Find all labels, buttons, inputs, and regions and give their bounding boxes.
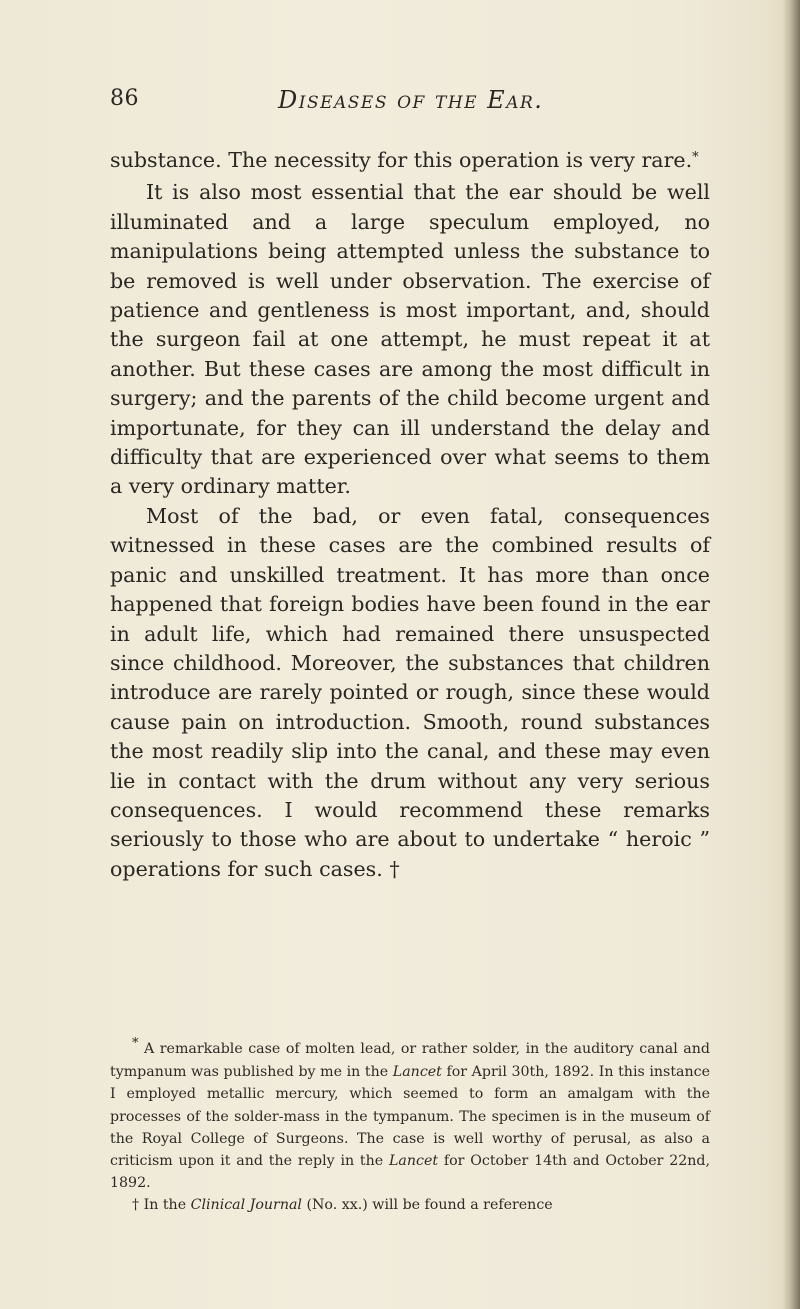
footnote-1-text-c: for October 14th and October 22nd, 1892.: [110, 1153, 710, 1192]
footnote-ref-asterisk: *: [692, 150, 699, 165]
paragraph-3-text: Most of the bad, or even fatal, consequences witnessed in these cases are the combined results of panic and unskilled treatment. It has more than once happened that foreign bodies have been found in the ear in adult life, which had remained there unsuspected since childhood. Moreover, the substances that children introduce are rarely pointed or rough, since these would cause pain on introduction. Smooth, round substances the most readily slip into the canal, and these may even lie in contact with the drum without any very serious consequences. I would recommend these remarks seriously to those who are about to undertake “ heroic ” operations for such cases.: [110, 503, 710, 881]
footnote-1: [110, 1038, 710, 1194]
footnote-2-text-b: (No. xx.) will be found a reference: [306, 1197, 553, 1214]
page-number: 86: [110, 86, 139, 111]
page-edge-shadow: [782, 0, 800, 1309]
footnote-1-mark: *: [132, 1036, 139, 1051]
footnote-2-mark: †: [132, 1197, 140, 1214]
paragraph-1-text: substance. The necessity for this operation is very rare.: [110, 148, 693, 172]
footnote-1-text-a: A remarkable case of molten lead, or rather solder, in the auditory canal and tympanum was published by me in the: [110, 1041, 710, 1081]
footnote-1-journal-a: Lancet: [392, 1064, 442, 1081]
body-text: [110, 146, 710, 884]
footnote-1-journal-b: Lancet: [388, 1153, 439, 1170]
footnote-1-text-b: for April 30th, 1892. In this instance I employed metallic mercury, which seemed to form an amalgam with the processes of the solder-mass in the tympanum. The specimen is in the museum of the Royal College of Surgeons. The case is well worthy of perusal, as also a criticism upon it and the reply in the: [110, 1064, 710, 1170]
running-head: [110, 86, 710, 126]
footnote-2: [110, 1194, 710, 1216]
footnote-ref-dagger: †: [389, 856, 400, 881]
paragraph-3: [110, 502, 710, 884]
running-title: Diseases of the Ear.: [278, 86, 544, 114]
footnote-2-text-a: In the: [143, 1197, 187, 1214]
footnote-2-journal: Clinical Journal: [190, 1197, 302, 1214]
footnotes: [110, 1038, 710, 1217]
paragraph-2: It is also most essential that the ear should be well illuminated and a large speculum employed, no manipulations being attempted unless the substance to be removed is well under observation. The exercise of patience and gentleness is most important, and, should the surgeon fail at one attempt, he must repeat it at another. But these cases are among the most difficult in surgery; and the parents of the child become urgent and importunate, for they can ill understand the delay and difficulty that are experienced over what seems to them a very ordinary matter.: [110, 180, 710, 499]
paragraph-1: [110, 146, 710, 178]
